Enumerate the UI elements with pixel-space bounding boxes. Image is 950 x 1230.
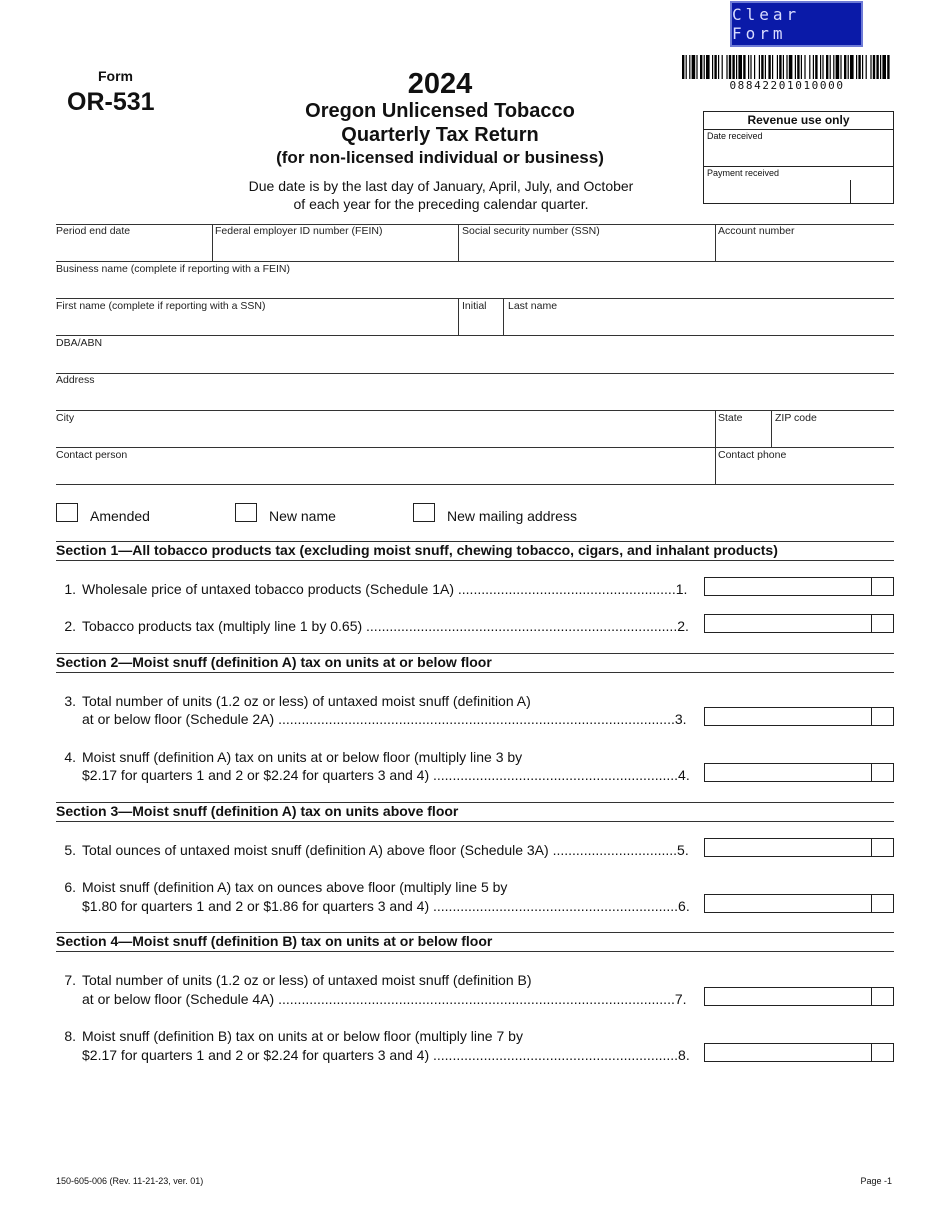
new-mailing-address-label: New mailing address — [447, 508, 577, 524]
page-number: Page -1 — [860, 1176, 892, 1186]
clear-form-button[interactable]: Clear Form — [730, 1, 863, 47]
line-3-number: 3. — [64, 693, 76, 709]
section-rule — [56, 560, 894, 561]
zip-code-label: ZIP code — [775, 412, 817, 424]
revenue-box-title: Revenue use only — [704, 112, 893, 130]
address-input[interactable] — [56, 388, 892, 408]
line-2-text: Tobacco products tax (multiply line 1 by 0.65) ................................................................................2. — [82, 618, 689, 634]
line-8-number: 8. — [64, 1028, 76, 1044]
line-5-number: 5. — [64, 842, 76, 858]
period-end-date-label: Period end date — [56, 225, 131, 237]
new-mailing-address-checkbox[interactable] — [413, 503, 435, 522]
period-end-date-input[interactable] — [56, 240, 210, 260]
line-4-amount-field[interactable] — [704, 763, 894, 782]
address-label: Address — [56, 374, 95, 386]
line-8-text-a: Moist snuff (definition B) tax on units at or below floor (multiply line 7 by — [82, 1028, 523, 1044]
form-title-line2: Quarterly Tax Return — [341, 124, 539, 146]
line-1-number: 1. — [64, 581, 76, 597]
first-name-label: First name (complete if reporting with a SSN) — [56, 300, 266, 312]
line-7-text-a: Total number of units (1.2 oz or less) of untaxed moist snuff (definition B) — [82, 972, 532, 988]
line-8-text-b: $2.17 for quarters 1 and 2 or $2.24 for quarters 3 and 4) ...............................................................8. — [82, 1047, 690, 1063]
tax-year: 2024 — [407, 68, 473, 100]
section-rule — [56, 821, 894, 822]
account-number-label: Account number — [718, 225, 795, 237]
line-7-number: 7. — [64, 972, 76, 988]
grid-line — [715, 224, 716, 261]
contact-phone-label: Contact phone — [718, 449, 787, 461]
dba-label: DBA/ABN — [56, 337, 103, 349]
dba-input[interactable] — [56, 351, 892, 371]
line-4-text-a: Moist snuff (definition A) tax on units at or below floor (multiply line 3 by — [82, 749, 523, 765]
fein-input[interactable] — [215, 240, 455, 260]
grid-line — [56, 298, 894, 299]
section-4-title: Section 4—Moist snuff (definition B) tax on units at or below floor — [56, 933, 493, 949]
grid-line — [56, 410, 894, 411]
new-name-checkbox[interactable] — [235, 503, 257, 522]
state-label: State — [718, 412, 743, 424]
grid-line — [458, 224, 459, 261]
line-6-amount-field[interactable] — [704, 894, 894, 913]
grid-line — [458, 298, 459, 335]
grid-line — [56, 373, 894, 374]
line-8-amount-field[interactable] — [704, 1043, 894, 1062]
section-3-title: Section 3—Moist snuff (definition A) tax on units above floor — [56, 803, 459, 819]
section-1-title: Section 1—All tobacco products tax (excluding moist snuff, chewing tobacco, cigars, and inhalant products) — [56, 542, 778, 558]
revenue-box-split — [850, 180, 851, 204]
line-5-text: Total ounces of untaxed moist snuff (definition A) above floor (Schedule 3A) ................................5. — [82, 842, 689, 858]
contact-phone-input[interactable] — [718, 463, 892, 483]
line-4-number: 4. — [64, 749, 76, 765]
grid-line — [715, 447, 716, 484]
form-subtitle: (for non-licensed individual or business) — [276, 148, 604, 167]
grid-line — [56, 335, 894, 336]
date-received-label: Date received — [707, 131, 763, 141]
line-3-amount-field[interactable] — [704, 707, 894, 726]
due-date-note-line1: Due date is by the last day of January, April, July, and October — [248, 178, 634, 194]
state-input[interactable] — [718, 426, 770, 446]
grid-line — [56, 261, 894, 262]
line-1-amount-field[interactable] — [704, 577, 894, 596]
grid-line — [503, 298, 504, 335]
last-name-input[interactable] — [508, 314, 892, 334]
first-name-input[interactable] — [56, 314, 456, 334]
line-2-amount-field[interactable] — [704, 614, 894, 633]
revenue-use-only-box — [703, 111, 894, 204]
amended-label: Amended — [90, 508, 150, 524]
new-name-label: New name — [269, 508, 336, 524]
line-5-amount-field[interactable] — [704, 838, 894, 857]
ssn-label: Social security number (SSN) — [462, 225, 600, 237]
line-1-text: Wholesale price of untaxed tobacco products (Schedule 1A) ........................................................1. — [82, 581, 688, 597]
line-6-text-b: $1.80 for quarters 1 and 2 or $1.86 for quarters 3 and 4) ...............................................................6. — [82, 898, 690, 914]
barcode-icon — [682, 55, 892, 79]
grid-line — [212, 224, 213, 261]
line-2-number: 2. — [64, 618, 76, 634]
line-7-text-b: at or below floor (Schedule 4A) ......................................................................................................7. — [82, 991, 687, 1007]
business-name-input[interactable] — [56, 277, 892, 297]
line-6-number: 6. — [64, 879, 76, 895]
contact-person-input[interactable] — [56, 463, 712, 483]
section-2-title: Section 2—Moist snuff (definition A) tax on units at or below floor — [56, 654, 492, 670]
ssn-input[interactable] — [462, 240, 712, 260]
zip-code-input[interactable] — [775, 426, 892, 446]
line-7-amount-field[interactable] — [704, 987, 894, 1006]
line-6-text-a: Moist snuff (definition A) tax on ounces above floor (multiply line 5 by — [82, 879, 508, 895]
form-label: Form — [98, 68, 133, 84]
grid-line — [56, 447, 894, 448]
fein-label: Federal employer ID number (FEIN) — [215, 225, 383, 237]
line-4-text-b: $2.17 for quarters 1 and 2 or $2.24 for quarters 3 and 4) ...............................................................4. — [82, 767, 690, 783]
initial-input[interactable] — [462, 314, 502, 334]
form-revision: 150-605-006 (Rev. 11-21-23, ver. 01) — [56, 1176, 204, 1186]
business-name-label: Business name (complete if reporting with a FEIN) — [56, 263, 291, 275]
contact-person-label: Contact person — [56, 449, 128, 461]
line-3-text-a: Total number of units (1.2 oz or less) of untaxed moist snuff (definition A) — [82, 693, 531, 709]
initial-label: Initial — [462, 300, 487, 312]
account-number-input[interactable] — [718, 240, 892, 260]
form-title-line1: Oregon Unlicensed Tobacco — [305, 100, 575, 122]
revenue-box-divider — [704, 166, 893, 167]
last-name-label: Last name — [508, 300, 558, 312]
line-3-text-b: at or below floor (Schedule 2A) ......................................................................................................3. — [82, 711, 687, 727]
form-number: OR-531 — [67, 88, 155, 116]
barcode-number: 08842201010000 — [729, 79, 845, 92]
grid-line — [715, 410, 716, 447]
city-input[interactable] — [56, 426, 712, 446]
section-rule — [56, 672, 894, 673]
section-rule — [56, 951, 894, 952]
payment-received-label: Payment received — [707, 168, 780, 178]
amended-checkbox[interactable] — [56, 503, 78, 522]
city-label: City — [56, 412, 75, 424]
grid-line — [771, 410, 772, 447]
due-date-note-line2: of each year for the preceding calendar quarter. — [293, 196, 589, 212]
grid-line — [56, 484, 894, 485]
